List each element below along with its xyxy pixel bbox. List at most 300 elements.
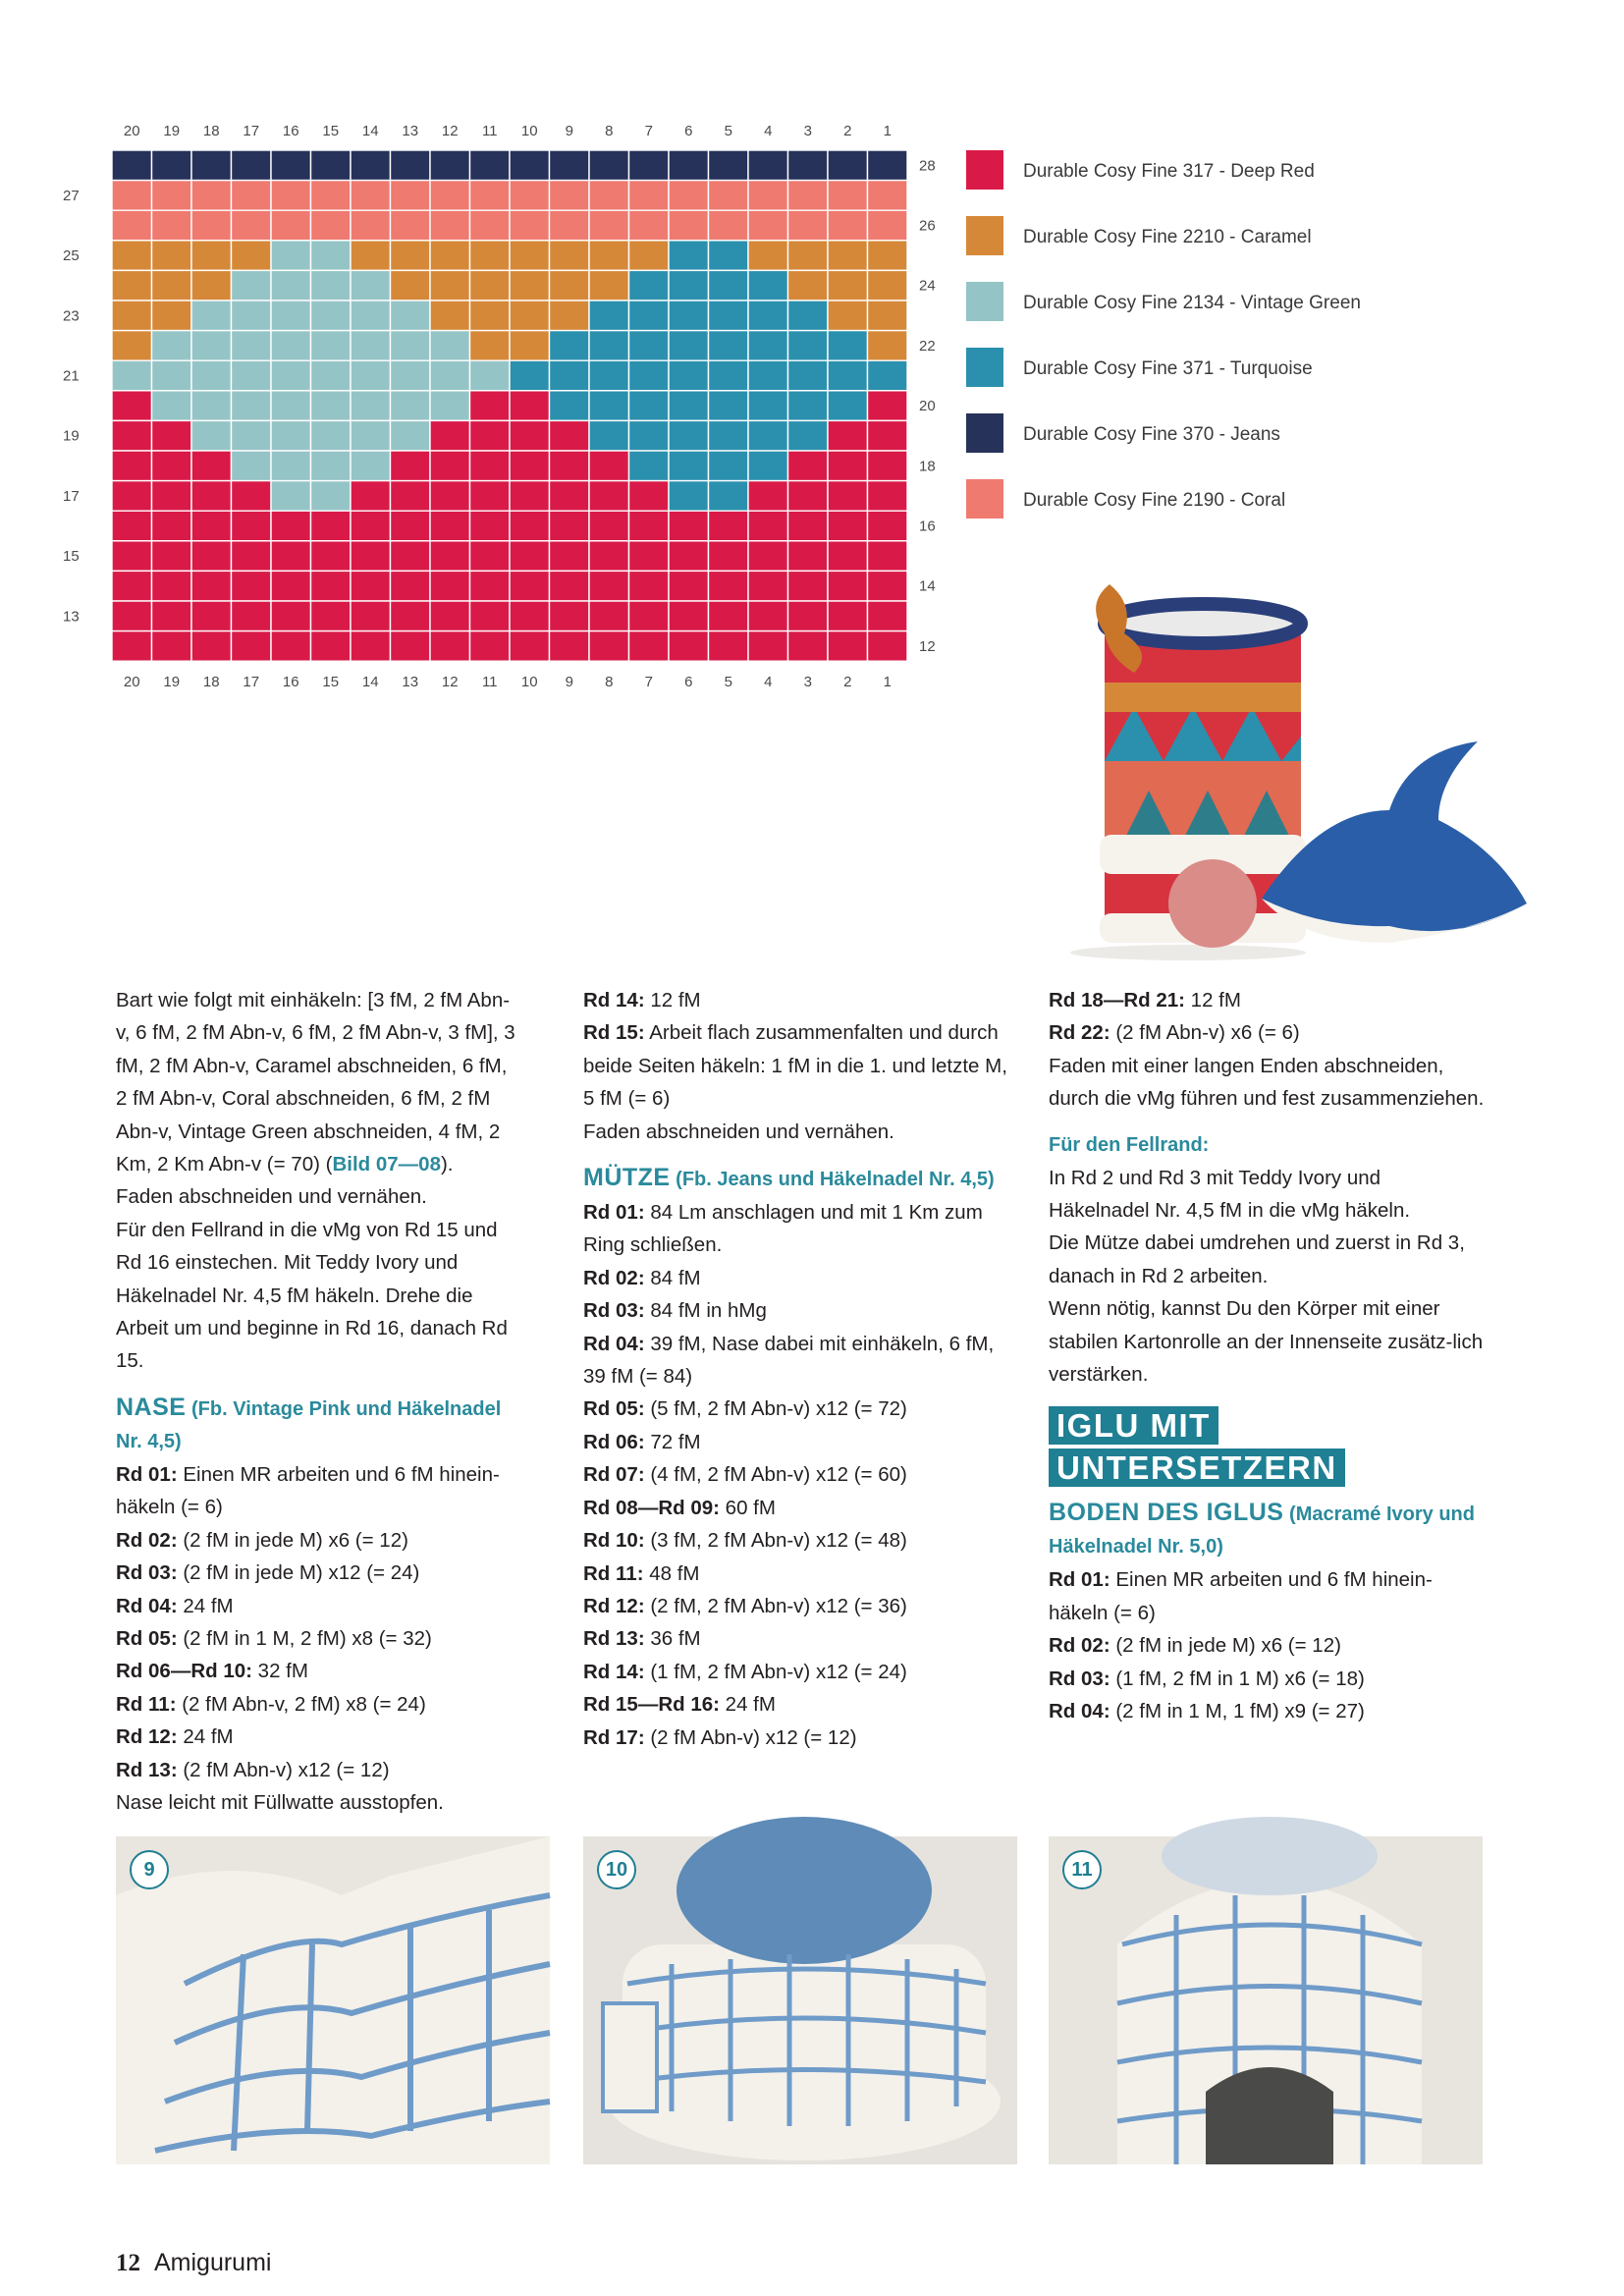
chart-cell <box>430 301 470 331</box>
chart-cell <box>232 360 272 391</box>
chart-cell <box>271 541 311 572</box>
muetze-rows-continued <box>1049 984 1486 1050</box>
round-row <box>116 1557 518 1589</box>
chart-cell <box>112 541 152 572</box>
round-instruction: 24 fM <box>177 1594 234 1617</box>
chart-cell <box>470 571 511 601</box>
chart-cell <box>589 150 629 181</box>
chart-cell <box>311 150 352 181</box>
chart-cell <box>430 360 470 391</box>
chart-cell <box>232 541 272 572</box>
chart-cell <box>470 360 511 391</box>
round-row <box>583 1722 1020 1754</box>
round-instruction: 72 fM <box>644 1430 701 1453</box>
chart-cell <box>589 571 629 601</box>
round-row <box>1049 984 1486 1016</box>
chart-cell <box>311 270 352 301</box>
chart-cell <box>788 301 829 331</box>
chart-cell <box>589 481 629 512</box>
chart-cell <box>271 150 311 181</box>
chart-cell <box>391 301 431 331</box>
chart-cell <box>430 270 470 301</box>
chart-cell <box>629 150 670 181</box>
round-instruction: (4 fM, 2 fM Abn-v) x12 (= 60) <box>644 1463 907 1487</box>
chart-cell <box>112 270 152 301</box>
chart-cell <box>430 391 470 421</box>
chart-cell <box>351 631 391 662</box>
chart-cell <box>191 301 232 331</box>
round-row <box>116 1721 518 1753</box>
legend-label: Durable Cosy Fine 2190 - Coral <box>1023 490 1286 511</box>
chart-cell <box>191 571 232 601</box>
column-number-top: 5 <box>724 123 732 139</box>
chart-cell <box>391 150 431 181</box>
chart-cell <box>709 210 749 241</box>
chart-cell <box>868 420 908 451</box>
chart-cell <box>629 360 670 391</box>
chart-cell <box>191 420 232 451</box>
chart-cell <box>152 181 192 211</box>
chart-cell <box>152 420 192 451</box>
chart-cell <box>709 181 749 211</box>
chart-cell <box>391 601 431 631</box>
chart-cell <box>868 181 908 211</box>
chart-cell <box>709 451 749 481</box>
column-number-top: 17 <box>243 123 260 139</box>
chart-cell <box>112 301 152 331</box>
chart-cell <box>191 541 232 572</box>
chart-cell <box>709 150 749 181</box>
round-row <box>1049 1695 1486 1727</box>
chart-cell <box>748 631 788 662</box>
chart-cell <box>510 301 550 331</box>
chart-cell <box>232 511 272 541</box>
round-instruction: Einen MR arbeiten und 6 fM hinein-häkeln (= 6) <box>116 1462 500 1519</box>
chart-cell <box>709 511 749 541</box>
chart-cell <box>232 301 272 331</box>
column-number-bottom: 2 <box>843 674 852 691</box>
page-number: 12 <box>116 2250 140 2276</box>
round-label: Rd 03: <box>116 1561 178 1585</box>
chart-cell <box>629 331 670 361</box>
chart-cell <box>510 360 550 391</box>
chart-cell <box>391 571 431 601</box>
boden-heading: BODEN DES IGLUS (Macramé Ivory und Häkelnadel Nr. 5,0) <box>1049 1499 1475 1558</box>
round-label: Rd 05: <box>583 1397 645 1421</box>
chart-cell <box>351 511 391 541</box>
chart-cell <box>470 601 511 631</box>
column-number-top: 8 <box>605 123 614 139</box>
column-number-bottom: 1 <box>883 674 892 691</box>
row-number-left: 15 <box>63 548 80 566</box>
chart-cell <box>828 331 868 361</box>
column-number-top: 2 <box>843 123 852 139</box>
column-number-top: 20 <box>123 123 140 139</box>
chart-cell <box>311 541 352 572</box>
chart-cell <box>311 420 352 451</box>
round-row <box>583 1328 1020 1394</box>
chart-cell <box>351 210 391 241</box>
round-instruction: 24 fM <box>719 1693 776 1717</box>
muetze-rows <box>583 1196 1020 1754</box>
photo-11 <box>1049 1836 1483 2164</box>
round-instruction: (1 fM, 2 fM Abn-v) x12 (= 24) <box>644 1660 907 1683</box>
photo-9 <box>116 1836 550 2164</box>
round-instruction: 84 Lm anschlagen und mit 1 Km zum Ring schließen. <box>583 1201 983 1257</box>
legend-swatch <box>966 479 1003 519</box>
round-row <box>116 1458 518 1524</box>
round-instruction: 12 fM <box>644 989 701 1011</box>
chart-cell <box>271 210 311 241</box>
row-number-right: 20 <box>919 398 936 415</box>
chart-cell <box>271 241 311 271</box>
chart-cell <box>232 481 272 512</box>
chart-cell <box>510 391 550 421</box>
chart-cell <box>271 451 311 481</box>
chart-cell <box>430 331 470 361</box>
chart-cell <box>271 181 311 211</box>
column-number-bottom: 7 <box>644 674 653 691</box>
chart-cell <box>748 241 788 271</box>
round-label: Rd 02: <box>583 1266 645 1289</box>
chart-cell <box>629 511 670 541</box>
chart-cell <box>152 541 192 572</box>
chart-cell <box>510 511 550 541</box>
row-number-right: 12 <box>919 637 936 655</box>
round-row <box>1049 1016 1486 1049</box>
chart-cell <box>669 541 709 572</box>
chart-cell <box>748 601 788 631</box>
chart-cell <box>351 150 391 181</box>
chart-cell <box>748 541 788 572</box>
chart-cell <box>510 270 550 301</box>
round-label: Rd 04: <box>1049 1700 1110 1723</box>
chart-cell <box>550 511 590 541</box>
chart-cell <box>868 391 908 421</box>
chart-cell <box>868 331 908 361</box>
round-label: Rd 08—Rd 09: <box>583 1496 720 1519</box>
chart-cell <box>629 210 670 241</box>
chart-cell <box>629 601 670 631</box>
photo-10 <box>583 1836 1017 2164</box>
fellrand-text: Für den Fellrand in die vMg von Rd 15 und Rd 16 einstechen. Mit Teddy Ivory und Häkelnadel Nr. 4,5 fM häkeln. Drehe die Arbeit um und beginne in Rd 16, danach Rd 15. <box>116 1218 508 1373</box>
chart-cell <box>828 150 868 181</box>
chart-cell <box>430 571 470 601</box>
chart-cell <box>589 241 629 271</box>
row-number-right: 18 <box>919 458 936 475</box>
chart-cell <box>748 210 788 241</box>
column-number-bottom: 14 <box>361 674 379 691</box>
chart-cell <box>391 481 431 512</box>
chart-cell <box>669 511 709 541</box>
chart-cell <box>112 451 152 481</box>
round-instruction: (2 fM in jede M) x12 (= 24) <box>177 1561 420 1585</box>
round-row <box>583 1688 1020 1721</box>
photo-number-11: 11 <box>1062 1850 1102 1889</box>
chart-cell <box>232 241 272 271</box>
chart-cell <box>669 451 709 481</box>
chart-cell <box>311 451 352 481</box>
row-number-right: 22 <box>919 337 936 355</box>
chart-cell <box>112 511 152 541</box>
round-row <box>116 1622 518 1655</box>
chart-cell <box>351 270 391 301</box>
chart-cell <box>391 511 431 541</box>
chart-cell <box>589 391 629 421</box>
chart-cell <box>629 181 670 211</box>
chart-cell <box>470 150 511 181</box>
round-row <box>116 1655 518 1687</box>
chart-cell <box>550 601 590 631</box>
chart-cell <box>470 481 511 512</box>
text-column-3 <box>1049 984 1486 1728</box>
chart-cell <box>709 631 749 662</box>
iglu-banner <box>1049 1406 1486 1491</box>
column-number-bottom: 18 <box>202 674 220 691</box>
nase-end-text: Nase leicht mit Füllwatte ausstopfen. <box>116 1790 444 1814</box>
chart-cell <box>510 150 550 181</box>
chart-cell <box>152 270 192 301</box>
chart-cell <box>112 420 152 451</box>
chart-cell <box>271 481 311 512</box>
round-label: Rd 15—Rd 16: <box>583 1693 720 1717</box>
chart-cell <box>550 181 590 211</box>
chart-cell <box>152 241 192 271</box>
chart-cell <box>112 210 152 241</box>
column-number-top: 14 <box>361 123 379 139</box>
chart-cell <box>868 541 908 572</box>
chart-cell <box>271 301 311 331</box>
chart-cell <box>391 541 431 572</box>
chart-cell <box>311 481 352 512</box>
chart-cell <box>828 181 868 211</box>
chart-cell <box>510 601 550 631</box>
chart-cell <box>191 601 232 631</box>
column-number-bottom: 5 <box>724 674 732 691</box>
column-number-bottom: 6 <box>684 674 693 691</box>
chart-cell <box>589 360 629 391</box>
column-number-bottom: 11 <box>481 674 498 691</box>
round-instruction: Einen MR arbeiten und 6 fM hinein-häkeln (= 6) <box>1049 1568 1433 1624</box>
round-label: Rd 01: <box>1049 1568 1110 1592</box>
round-label: Rd 05: <box>116 1626 178 1650</box>
chart-cell <box>868 631 908 662</box>
chart-cell <box>430 241 470 271</box>
chart-cell <box>669 481 709 512</box>
chart-cell <box>271 331 311 361</box>
chart-cell <box>470 181 511 211</box>
chart-cell <box>788 571 829 601</box>
chart-cell <box>788 360 829 391</box>
chart-cell <box>629 451 670 481</box>
chart-cell <box>589 420 629 451</box>
chart-cell <box>709 270 749 301</box>
round-label: Rd 10: <box>583 1529 645 1553</box>
round-label: Rd 04: <box>583 1332 645 1355</box>
chart-cell <box>510 181 550 211</box>
chart-cell <box>391 360 431 391</box>
round-label: Rd 22: <box>1049 1021 1110 1045</box>
chart-cell <box>709 360 749 391</box>
chart-cell <box>470 241 511 271</box>
chart-cell <box>232 331 272 361</box>
chart-cell <box>191 241 232 271</box>
chart-cell <box>788 601 829 631</box>
round-label: Rd 17: <box>583 1725 645 1749</box>
chart-cell <box>788 150 829 181</box>
chart-cell <box>868 301 908 331</box>
column-number-top: 11 <box>481 123 498 139</box>
drum-photo <box>1065 565 1546 957</box>
column-number-bottom: 10 <box>520 674 538 691</box>
chart-cell <box>391 181 431 211</box>
chart-cell <box>351 360 391 391</box>
round-instruction: (2 fM in 1 M, 2 fM) x8 (= 32) <box>177 1626 432 1650</box>
chart-cell <box>271 601 311 631</box>
chart-cell <box>709 331 749 361</box>
round-row <box>583 1458 1020 1491</box>
chart-cell <box>191 181 232 211</box>
column-number-top: 6 <box>684 123 693 139</box>
column-number-top: 7 <box>644 123 653 139</box>
chart-cell <box>470 270 511 301</box>
chart-cell <box>470 451 511 481</box>
chart-cell <box>510 331 550 361</box>
round-instruction: 32 fM <box>251 1660 308 1683</box>
text-column-2 <box>583 984 1020 1754</box>
chart-cell <box>709 241 749 271</box>
round-label: Rd 14: <box>583 989 645 1011</box>
chart-cell <box>470 511 511 541</box>
legend-label: Durable Cosy Fine 370 - Jeans <box>1023 424 1280 445</box>
round-instruction: (2 fM in jede M) x6 (= 12) <box>1110 1634 1341 1658</box>
chart-cell <box>868 601 908 631</box>
round-row <box>583 1294 1020 1327</box>
chart-cell <box>868 241 908 271</box>
faden-text-2: Faden abschneiden und vernähen. <box>583 1120 894 1143</box>
chart-cell <box>550 270 590 301</box>
chart-cell <box>550 541 590 572</box>
chart-cell <box>828 571 868 601</box>
chart-cell <box>191 511 232 541</box>
fellrand-heading: Für den Fellrand: <box>1049 1133 1210 1156</box>
iglu-title-line-2: UNTERSETZERN <box>1049 1449 1345 1487</box>
chart-cell <box>709 481 749 512</box>
chart-cell <box>788 631 829 662</box>
chart-cell <box>828 631 868 662</box>
chart-cell <box>470 210 511 241</box>
chart-cell <box>191 391 232 421</box>
column-number-top: 16 <box>282 123 299 139</box>
chart-cell <box>669 391 709 421</box>
round-instruction: (2 fM Abn-v) x12 (= 12) <box>644 1725 857 1749</box>
nase-rows-continued <box>583 984 1020 1116</box>
round-label: Rd 14: <box>583 1660 645 1683</box>
column-number-bottom: 20 <box>123 674 140 691</box>
chart-cell <box>669 181 709 211</box>
chart-cell <box>510 210 550 241</box>
chart-cell <box>709 571 749 601</box>
round-row <box>583 1622 1020 1655</box>
round-row <box>583 1656 1020 1688</box>
column-number-top: 12 <box>441 123 459 139</box>
round-instruction: (2 fM Abn-v) x12 (= 12) <box>177 1758 390 1781</box>
column-number-bottom: 17 <box>243 674 260 691</box>
chart-cell <box>152 301 192 331</box>
chart-cell <box>669 241 709 271</box>
round-label: Rd 01: <box>116 1462 178 1486</box>
chart-cell <box>470 631 511 662</box>
chart-cell <box>788 541 829 572</box>
chart-cell <box>629 391 670 421</box>
row-number-right: 14 <box>919 577 936 595</box>
row-number-right: 24 <box>919 277 936 295</box>
boden-rows <box>1049 1563 1486 1727</box>
chart-cell <box>629 301 670 331</box>
legend-swatch <box>966 348 1003 387</box>
chart-cell <box>430 511 470 541</box>
chart-cell <box>788 511 829 541</box>
chart-cell <box>550 631 590 662</box>
chart-cell <box>748 360 788 391</box>
chart-cell <box>271 391 311 421</box>
chart-cell <box>589 511 629 541</box>
chart-cell <box>550 210 590 241</box>
chart-cell <box>788 391 829 421</box>
column-number-top: 1 <box>883 123 892 139</box>
chart-cell <box>828 301 868 331</box>
round-instruction: (2 fM Abn-v) x6 (= 6) <box>1110 1021 1300 1045</box>
chart-cell <box>550 391 590 421</box>
chart-cell <box>510 420 550 451</box>
chart-cell <box>709 301 749 331</box>
chart-cell <box>430 181 470 211</box>
chart-cell <box>152 210 192 241</box>
chart-cell <box>828 511 868 541</box>
chart-cell <box>868 451 908 481</box>
round-label: Rd 06—Rd 10: <box>116 1660 252 1683</box>
round-instruction: 84 fM <box>644 1266 701 1289</box>
chart-cell <box>232 451 272 481</box>
chart-cell <box>510 481 550 512</box>
column-number-top: 9 <box>565 123 573 139</box>
chart-cell <box>868 360 908 391</box>
chart-cell <box>589 210 629 241</box>
round-instruction: 24 fM <box>177 1725 234 1749</box>
legend-swatch <box>966 150 1003 190</box>
chart-cell <box>351 181 391 211</box>
chart-cell <box>191 331 232 361</box>
chart-cell <box>232 210 272 241</box>
chart-cell <box>152 150 192 181</box>
row-number-left: 23 <box>63 307 80 325</box>
round-label: Rd 02: <box>116 1528 178 1552</box>
column-number-bottom: 13 <box>402 674 419 691</box>
chart-cell <box>629 541 670 572</box>
column-number-top: 10 <box>520 123 538 139</box>
chart-cell <box>788 420 829 451</box>
chart-cell <box>351 451 391 481</box>
column-number-top: 4 <box>764 123 773 139</box>
chart-cell <box>868 481 908 512</box>
row-number-right: 26 <box>919 217 936 235</box>
round-label: Rd 12: <box>116 1725 178 1749</box>
chart-cell <box>629 571 670 601</box>
column-number-bottom: 12 <box>441 674 459 691</box>
round-row <box>583 1262 1020 1294</box>
chart-cell <box>788 481 829 512</box>
chart-cell <box>828 420 868 451</box>
